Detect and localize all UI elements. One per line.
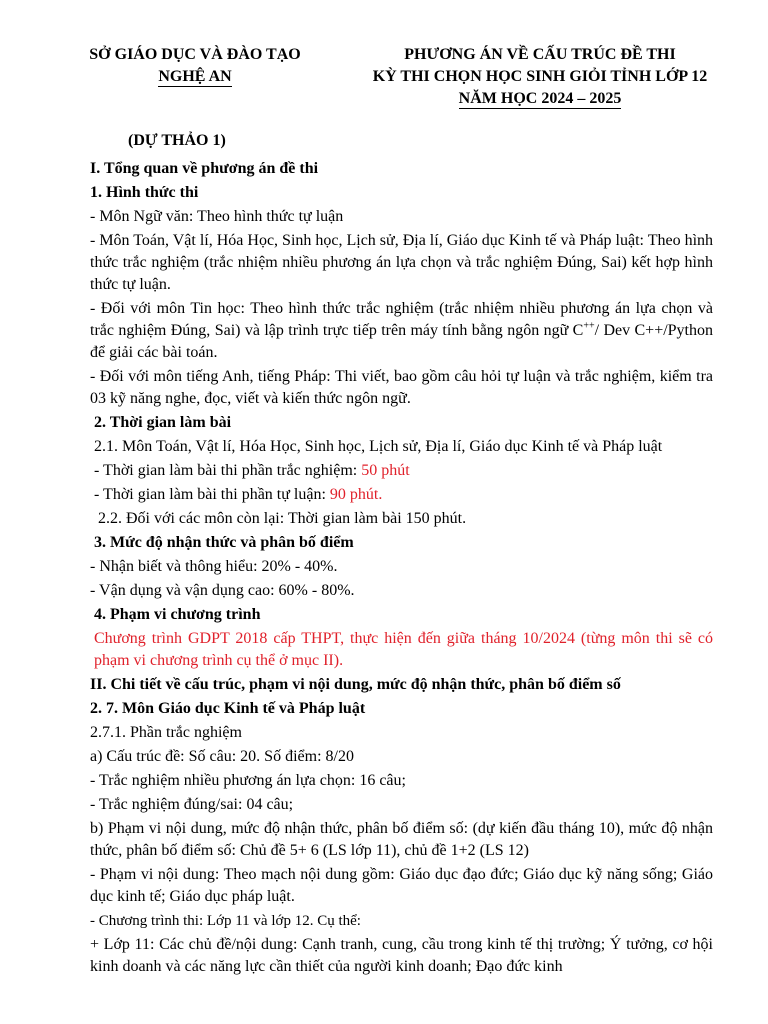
org-name-line2-text: NGHỆ AN bbox=[158, 68, 232, 85]
issuing-organization bbox=[70, 44, 320, 88]
document-title bbox=[330, 44, 750, 110]
document-body bbox=[90, 158, 713, 980]
highlight-red: 90 phút. bbox=[329, 486, 383, 503]
paragraph: - Phạm vi nội dung: Theo mạch nội dung gồm: Giáo dục đạo đức; Giáo dục kỹ năng sống; Giáo dục kinh tế; Giáo dục pháp luật. bbox=[90, 866, 713, 905]
text-span: / Dev C++/Python để giải các bài toán. bbox=[90, 322, 713, 361]
subsection-27-heading: 2. 7. Môn Giáo dục Kinh tế và Pháp luật bbox=[90, 700, 366, 717]
org-name-line2 bbox=[70, 66, 320, 88]
paragraph: 2.1. Môn Toán, Vật lí, Hóa Học, Sinh học, Lịch sử, Địa lí, Giáo dục Kinh tế và Pháp luật bbox=[94, 438, 663, 455]
paragraph: - Đối với môn tiếng Anh, tiếng Pháp: Thi viết, bao gồm câu hỏi tự luận và trắc nghiệm, kiểm tra 03 kỹ năng nghe, đọc, viết và kiến thức ngôn ngữ. bbox=[90, 368, 713, 407]
draft-label: (DỰ THẢO 1) bbox=[128, 132, 226, 149]
superscript: ++ bbox=[583, 320, 595, 332]
paragraph: - Nhận biết và thông hiểu: 20% - 40%. bbox=[90, 558, 338, 575]
org-name-line1: SỞ GIÁO DỤC VÀ ĐÀO TẠO bbox=[89, 46, 301, 63]
paragraph: - Môn Ngữ văn: Theo hình thức tự luận bbox=[90, 208, 344, 225]
section-1-heading: I. Tổng quan về phương án đề thi bbox=[90, 160, 319, 177]
paragraph: 2.7.1. Phần trắc nghiệm bbox=[90, 724, 242, 741]
section-2-heading: II. Chi tiết về cấu trúc, phạm vi nội dung, mức độ nhận thức, phân bố điểm số bbox=[90, 676, 621, 693]
paragraph: - Trắc nghiệm nhiều phương án lựa chọn: 16 câu; bbox=[90, 772, 406, 789]
title-line3 bbox=[330, 88, 750, 110]
paragraph-red: Chương trình GDPT 2018 cấp THPT, thực hiện đến giữa tháng 10/2024 (từng môn thi sẽ có phạm vi chương trình cụ thể ở mục II). bbox=[94, 630, 713, 669]
subsection-3-heading: 3. Mức độ nhận thức và phân bố điểm bbox=[94, 534, 354, 551]
paragraph-tin-hoc bbox=[90, 298, 713, 364]
title-line1: PHƯƠNG ÁN VỀ CẤU TRÚC ĐỀ THI bbox=[404, 46, 676, 63]
paragraph: b) Phạm vi nội dung, mức độ nhận thức, phân bố điểm số: (dự kiến đầu tháng 10), mức độ nhận thức, phân bố điểm số: Chủ đề 5+ 6 (LS lớp 11), chủ đề 1+2 (LS 12) bbox=[90, 820, 713, 859]
highlight-red: 50 phút bbox=[361, 462, 410, 479]
paragraph bbox=[90, 460, 713, 482]
paragraph bbox=[90, 484, 713, 506]
subsection-4-heading: 4. Phạm vi chương trình bbox=[94, 606, 261, 623]
paragraph: 2.2. Đối với các môn còn lại: Thời gian làm bài 150 phút. bbox=[98, 510, 467, 527]
paragraph: - Trắc nghiệm đúng/sai: 04 câu; bbox=[90, 796, 294, 813]
title-line2: KỲ THI CHỌN HỌC SINH GIỎI TỈNH LỚP 12 bbox=[372, 68, 708, 85]
title-line3-text: NĂM HỌC 2024 – 2025 bbox=[458, 90, 622, 107]
subsection-1-heading: 1. Hình thức thi bbox=[90, 184, 199, 201]
paragraph: - Vận dụng và vận dụng cao: 60% - 80%. bbox=[90, 582, 355, 599]
paragraph: a) Cấu trúc đề: Số câu: 20. Số điểm: 8/20 bbox=[90, 748, 354, 765]
paragraph: - Môn Toán, Vật lí, Hóa Học, Sinh học, Lịch sử, Địa lí, Giáo dục Kinh tế và Pháp luật: Theo hình thức trắc nghiệm (trắc nhiệm nhiều phương án lựa chọn và trắc nghiệm Đúng, Sai) kết hợp hình thức tự luận. bbox=[90, 232, 714, 293]
paragraph: - Chương trình thi: Lớp 11 và lớp 12. Cụ thể: bbox=[90, 913, 361, 929]
subsection-2-heading: 2. Thời gian làm bài bbox=[94, 414, 232, 431]
text-span: - Thời gian làm bài thi phần tự luận: bbox=[94, 486, 330, 503]
text-span: - Đối với môn Tin học: Theo hình thức trắc nghiệm (trắc nhiệm nhiều phương án lựa chọn và trắc nghiệm Đúng, Sai) và lập trình trực tiếp trên máy tính bằng ngôn ngữ C bbox=[90, 300, 713, 339]
text-span: - Thời gian làm bài thi phần trắc nghiệm: bbox=[94, 462, 362, 479]
paragraph: + Lớp 11: Các chủ đề/nội dung: Cạnh tranh, cung, cầu trong kinh tế thị trường; Ý tưởng, cơ hội kinh doanh và các năng lực cần thiết của người kinh doanh; Đạo đức kinh bbox=[90, 936, 713, 975]
